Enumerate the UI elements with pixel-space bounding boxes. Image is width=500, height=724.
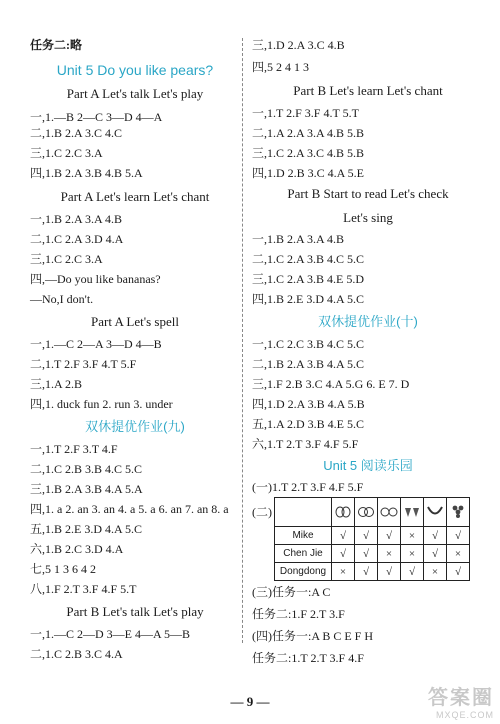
homework-title: 双休提优作业(十) bbox=[318, 314, 418, 329]
answer-line: 一,1.T 2.F 3.T 4.F bbox=[30, 442, 118, 456]
mark-cell: √ bbox=[332, 545, 355, 563]
answer-line: 二,1.C 2.B 3.B 4.C 5.C bbox=[30, 462, 143, 476]
answer-line: 三,1.C 2.C 3.A bbox=[30, 252, 103, 266]
mark-cell: × bbox=[378, 545, 401, 563]
child-name: Mike bbox=[275, 527, 332, 545]
answer-line: 三,1.C 2.C 3.A bbox=[30, 146, 103, 160]
table-row bbox=[275, 527, 470, 545]
answer-line: 任务二:1.F 2.T 3.F bbox=[252, 607, 345, 621]
mark-cell: √ bbox=[447, 563, 470, 581]
answer-line: 四,1.D 2.A 3.B 4.A 5.B bbox=[252, 397, 365, 411]
answer-line: 三,1.C 2.A 3.B 4.E 5.D bbox=[252, 272, 365, 286]
mark-cell: × bbox=[447, 545, 470, 563]
grapes-icon bbox=[447, 498, 470, 527]
homework-title: 双休提优作业(九) bbox=[85, 419, 185, 434]
answer-line: 二,1.C 2.A 3.D 4.A bbox=[30, 232, 124, 246]
answer-line: 四,—Do you like bananas? bbox=[30, 272, 161, 286]
page-number: — 9 — bbox=[230, 694, 270, 709]
answer-line: 六,1.T 2.T 3.F 4.F 5.F bbox=[252, 437, 359, 451]
answer-line: (三)任务一:A C bbox=[252, 585, 331, 599]
mark-cell: √ bbox=[447, 527, 470, 545]
table-row bbox=[275, 563, 470, 581]
answer-line: 一,1.—C 2—D 3—E 4—A 5—B bbox=[30, 627, 191, 641]
answer-line: 五,1.A 2.D 3.B 4.E 5.C bbox=[252, 417, 365, 431]
table-row bbox=[275, 545, 470, 563]
answer-line: 三,1.F 2.B 3.C 4.A 5.G 6. E 7. D bbox=[252, 377, 410, 391]
child-name: Dongdong bbox=[275, 563, 332, 581]
reading-unit-title: Unit 5 阅读乐园 bbox=[323, 458, 413, 473]
answer-line: 二,1.T 2.F 3.F 4.T 5.F bbox=[30, 357, 137, 371]
answer-line: 二,1.B 2.A 3.B 4.A 5.C bbox=[252, 357, 365, 371]
mark-cell: √ bbox=[355, 563, 378, 581]
answer-line: 一,1.B 2.A 3.A 4.B bbox=[252, 232, 345, 246]
mark-cell: × bbox=[401, 527, 424, 545]
section-title: Part A Let's spell bbox=[91, 314, 179, 329]
answer-line: 二,1.A 2.A 3.A 4.B 5.B bbox=[252, 126, 365, 140]
watermark bbox=[428, 681, 494, 720]
table-header-row bbox=[275, 498, 470, 527]
fruit-table bbox=[274, 497, 470, 581]
answer-line: (一)1.T 2.T 3.F 4.F 5.F bbox=[252, 480, 364, 494]
blank-header-cell bbox=[275, 498, 332, 527]
mark-cell: √ bbox=[401, 563, 424, 581]
answer-line: 五,1.B 2.E 3.D 4.A 5.C bbox=[30, 522, 143, 536]
section-title: Part B Let's learn Let's chant bbox=[293, 83, 443, 98]
answer-line: 三,1.D 2.A 3.C 4.B bbox=[252, 38, 345, 52]
bananas-icon bbox=[424, 498, 447, 527]
watermark-line1: 答案圈 bbox=[428, 687, 494, 709]
answer-line: —No,I don't. bbox=[30, 292, 94, 306]
answer-line: 二,1.C 2.A 3.B 4.C 5.C bbox=[252, 252, 365, 266]
answer-line: 四,1.B 2.A 3.B 4.B 5.A bbox=[30, 166, 143, 180]
pears-icon bbox=[332, 498, 355, 527]
answer-line: 八,1.F 2.T 3.F 4.F 5.T bbox=[30, 582, 137, 596]
answer-line: 二,1.C 2.B 3.C 4.A bbox=[30, 647, 123, 661]
answer-line: 四,1. duck fun 2. run 3. under bbox=[30, 397, 173, 411]
answer-line: 二,1.B 2.A 3.C 4.C bbox=[30, 126, 123, 140]
unit-title: Unit 5 Do you like pears? bbox=[56, 62, 214, 78]
mark-cell: √ bbox=[378, 563, 401, 581]
mark-cell: √ bbox=[355, 545, 378, 563]
answer-line: 一,1.—C 2—A 3—D 4—B bbox=[30, 337, 162, 351]
mark-cell: × bbox=[424, 563, 447, 581]
mark-cell: √ bbox=[355, 527, 378, 545]
mark-cell: × bbox=[401, 545, 424, 563]
oranges-icon bbox=[378, 498, 401, 527]
section-title-line2: Let's sing bbox=[343, 210, 393, 225]
table-label: (二) bbox=[252, 505, 272, 519]
answer-line: 三,1.B 2.A 3.B 4.A 5.A bbox=[30, 482, 143, 496]
answer-line: 一,1.C 2.C 3.B 4.C 5.C bbox=[252, 337, 365, 351]
answer-line: 四,1.D 2.B 3.C 4.A 5.E bbox=[252, 166, 365, 180]
answer-line: 四,1. a 2. an 3. an 4. a 5. a 6. an 7. an 8. a bbox=[30, 502, 229, 516]
strawberries-icon bbox=[401, 498, 424, 527]
answer-line: 任务二:1.T 2.T 3.F 4.F bbox=[252, 651, 364, 665]
answer-line: 一,1.—B 2—C 3—D 4—A bbox=[30, 110, 163, 124]
answer-line: 六,1.B 2.C 3.D 4.A bbox=[30, 542, 124, 556]
child-name: Chen Jie bbox=[275, 545, 332, 563]
answer-line: 一,1.T 2.F 3.F 4.T 5.T bbox=[252, 106, 359, 120]
answer-line: 四,5 2 4 1 3 bbox=[252, 60, 310, 74]
column-divider bbox=[242, 38, 243, 643]
answer-line: 三,1.A 2.B bbox=[30, 377, 83, 391]
mark-cell: √ bbox=[424, 527, 447, 545]
answer-line: 一,1.B 2.A 3.A 4.B bbox=[30, 212, 123, 226]
section-title: Part A Let's learn Let's chant bbox=[60, 189, 210, 204]
section-title: Part A Let's talk Let's play bbox=[66, 86, 204, 101]
mark-cell: √ bbox=[424, 545, 447, 563]
section-title: Part B Let's talk Let's play bbox=[66, 604, 204, 619]
answer-line: 三,1.C 2.A 3.C 4.B 5.B bbox=[252, 146, 365, 160]
apples-icon bbox=[355, 498, 378, 527]
answer-line: 七,5 1 3 6 4 2 bbox=[30, 562, 97, 576]
top-line: 任务二:略 bbox=[30, 38, 82, 52]
answer-line: (四)任务一:A B C E F H bbox=[252, 629, 374, 643]
mark-cell: × bbox=[332, 563, 355, 581]
answer-line: 四,1.B 2.E 3.D 4.A 5.C bbox=[252, 292, 365, 306]
watermark-line2: MXQE.COM bbox=[435, 710, 494, 720]
section-title: Part B Start to read Let's check bbox=[287, 186, 449, 201]
mark-cell: √ bbox=[332, 527, 355, 545]
mark-cell: √ bbox=[378, 527, 401, 545]
